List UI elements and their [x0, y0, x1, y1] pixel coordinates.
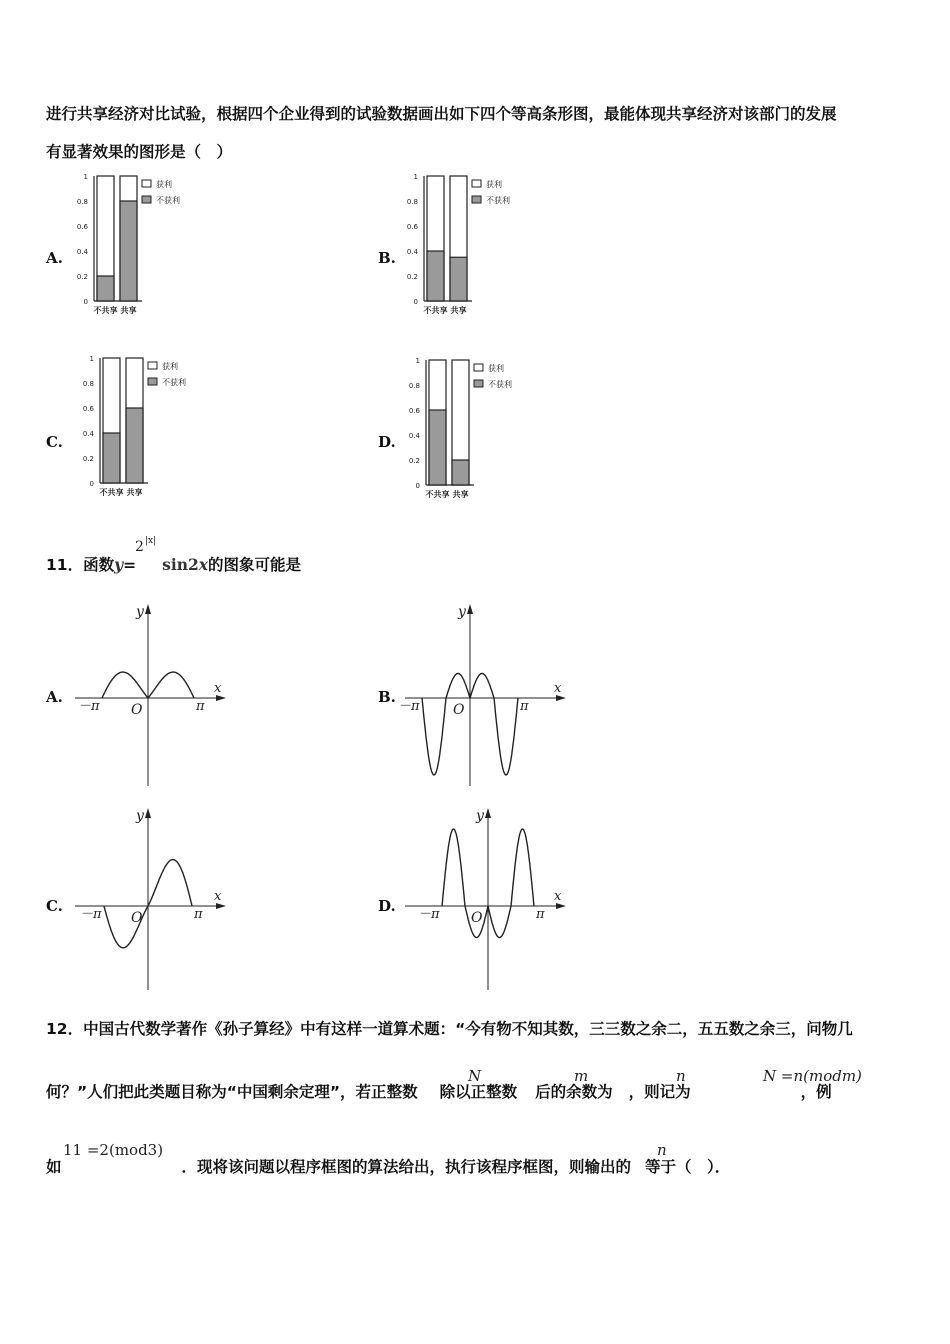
y-tick-label: 1 — [89, 355, 94, 363]
neg-pi-label: －π — [78, 699, 100, 714]
legend-swatch-profit — [142, 180, 151, 187]
y-tick-label: 1 — [415, 357, 420, 365]
q12-line2 — [46, 1080, 832, 1102]
legend-profit: 获利 — [156, 180, 172, 189]
q11-number: 11．函数 — [46, 556, 115, 574]
y-tick-label: 0.2 — [76, 273, 88, 281]
y-tick-label: 0.6 — [76, 223, 88, 231]
q10-chart-d — [404, 352, 534, 511]
category-label: 不共享 — [99, 488, 124, 497]
q11-eq: = — [123, 556, 137, 574]
category-label: 共享 — [120, 306, 137, 315]
x-axis-label: x — [554, 681, 562, 696]
q11-graph-b — [400, 600, 570, 794]
category-label: 共享 — [450, 306, 467, 315]
pi-label: π — [520, 699, 529, 714]
q12-l3b: ．现将该问题以程序框图的算法给出，执行该程序框图，则输出的 — [181, 1158, 632, 1176]
y-tick-label: 0.8 — [406, 198, 418, 206]
y-tick-label: 0 — [413, 298, 418, 306]
q10-option-c-label: C. — [46, 433, 63, 451]
x-axis-label: x — [214, 681, 222, 696]
q12-n: n — [676, 1067, 686, 1085]
q12-l3c: 等于（ ）． — [645, 1158, 731, 1176]
pi-label: π — [536, 907, 545, 922]
legend-no-profit: 不获利 — [162, 378, 186, 387]
y-tick-label: 1 — [413, 173, 418, 181]
y-axis-arrow-icon — [467, 604, 473, 614]
y-tick-label: 0.2 — [408, 457, 420, 465]
origin-label: O — [453, 702, 465, 718]
category-label: 共享 — [452, 490, 469, 499]
y-axis-label: y — [136, 604, 144, 620]
y-tick-label: 0.6 — [406, 223, 418, 231]
q10-stem-line2: 有显著效果的图形是（ ） — [46, 143, 233, 161]
graph-c — [70, 804, 230, 994]
q10-option-b-label: B. — [378, 249, 396, 267]
q11-sin: sin2 — [162, 555, 199, 574]
q11-exponent: |x| — [145, 536, 157, 546]
q10-option-d-label: D. — [378, 433, 396, 451]
y-tick-label: 0.2 — [82, 455, 94, 463]
q10-chart-b — [402, 168, 532, 327]
y-tick-label: 0.8 — [82, 380, 94, 388]
q12-l2b: 除以正整数 — [439, 1083, 518, 1101]
bar-no-profit — [120, 201, 137, 301]
y-tick-label: 0.4 — [406, 248, 418, 256]
legend-profit: 获利 — [486, 180, 502, 189]
y-axis-arrow-icon — [145, 604, 151, 614]
x-axis-label: x — [554, 889, 562, 904]
y-tick-label: 0.4 — [408, 432, 420, 440]
bar-no-profit — [450, 257, 467, 301]
legend-swatch-no-profit — [474, 380, 483, 387]
legend-swatch-profit — [148, 362, 157, 369]
bar-no-profit — [126, 408, 143, 483]
y-axis-arrow-icon — [145, 808, 151, 818]
y-tick-label: 0.8 — [408, 382, 420, 390]
q10-option-a-label: A. — [46, 249, 63, 267]
q12-l2a: 何？”人们把此类题目称为“中国剩余定理”，若正整数 — [46, 1083, 418, 1101]
legend-profit: 获利 — [488, 364, 504, 373]
origin-label: O — [471, 910, 483, 926]
y-axis-label: y — [136, 808, 144, 824]
y-tick-label: 0.6 — [82, 405, 94, 413]
q12-formula: N =n(modm) — [763, 1067, 862, 1085]
pi-label: π — [194, 907, 203, 922]
q12-example: 11 =2(mod3) — [63, 1141, 164, 1159]
y-tick-label: 0.4 — [76, 248, 88, 256]
y-tick-label: 0.6 — [408, 407, 420, 415]
x-axis-label: x — [214, 889, 222, 904]
q12-l2c: 后的余数为 — [535, 1083, 613, 1101]
y-tick-label: 0.2 — [406, 273, 418, 281]
q11-stem — [46, 553, 301, 575]
q12-line1: 12．中国古代数学著作《孙子算经》中有这样一道算术题：“今有物不知其数，三三数之余二，五五数之余三，问物几 — [46, 1020, 853, 1038]
q11-y: y — [114, 555, 124, 574]
origin-label: O — [131, 702, 143, 718]
bar-chart-a — [72, 168, 202, 323]
bar-no-profit — [427, 251, 444, 301]
legend-swatch-profit — [474, 364, 483, 371]
q11-graph-a — [70, 600, 230, 794]
y-tick-label: 0 — [415, 482, 420, 490]
origin-label: O — [131, 910, 143, 926]
bar-no-profit — [429, 410, 446, 485]
q12-l3a: 如 — [46, 1158, 62, 1176]
q10-chart-a — [72, 168, 202, 327]
category-label: 不共享 — [93, 306, 118, 315]
y-tick-label: 1 — [83, 173, 88, 181]
q11-tail: 的图象可能是 — [208, 556, 302, 574]
bar-no-profit — [97, 276, 114, 301]
neg-pi-label: －π — [400, 699, 420, 714]
bar-chart-c — [78, 350, 208, 505]
q10-stem-line1: 进行共享经济对比试验，根据四个企业得到的试验数据画出如下四个等高条形图，最能体现共享经济对该部门的发展 — [46, 105, 837, 123]
y-tick-label: 0.4 — [82, 430, 94, 438]
graph-a — [70, 600, 230, 790]
graph-d — [400, 804, 570, 994]
legend-swatch-no-profit — [148, 378, 157, 385]
q12-l2d: ，则记为 — [628, 1083, 691, 1101]
y-tick-label: 0 — [83, 298, 88, 306]
bar-no-profit — [452, 460, 469, 485]
legend-no-profit: 不获利 — [156, 196, 180, 205]
q11-x: x — [198, 555, 209, 574]
y-tick-label: 0.8 — [76, 198, 88, 206]
legend-profit: 获利 — [162, 362, 178, 371]
q11-option-d-label: D. — [378, 897, 396, 915]
y-axis-label: y — [476, 808, 484, 824]
category-label: 不共享 — [425, 490, 450, 499]
y-tick-label: 0 — [89, 480, 94, 488]
graph-b — [400, 600, 570, 790]
q10-chart-c — [78, 350, 208, 509]
pi-label: π — [196, 699, 205, 714]
neg-pi-label: －π — [418, 907, 440, 922]
bar-chart-d — [404, 352, 534, 507]
legend-no-profit: 不获利 — [488, 380, 512, 389]
q11-option-a-label: A. — [46, 688, 63, 706]
legend-swatch-no-profit — [142, 196, 151, 203]
bar-chart-b — [402, 168, 532, 323]
q11-option-c-label: C. — [46, 897, 63, 915]
legend-swatch-no-profit — [472, 196, 481, 203]
q12-N: N — [468, 1067, 482, 1085]
neg-pi-label: －π — [80, 907, 102, 922]
category-label: 不共享 — [423, 306, 448, 315]
q11-graph-c — [70, 804, 230, 998]
category-label: 共享 — [126, 488, 143, 497]
legend-no-profit: 不获利 — [486, 196, 510, 205]
q11-base: 2 — [135, 539, 144, 555]
q12-n2: n — [657, 1141, 667, 1159]
y-axis-arrow-icon — [485, 808, 491, 818]
q12-l2e: ，例 — [800, 1083, 832, 1101]
q12-m: m — [574, 1067, 589, 1085]
y-axis-label: y — [458, 604, 466, 620]
q11-option-b-label: B. — [378, 688, 396, 706]
q11-graph-d — [400, 804, 570, 998]
legend-swatch-profit — [472, 180, 481, 187]
bar-no-profit — [103, 433, 120, 483]
